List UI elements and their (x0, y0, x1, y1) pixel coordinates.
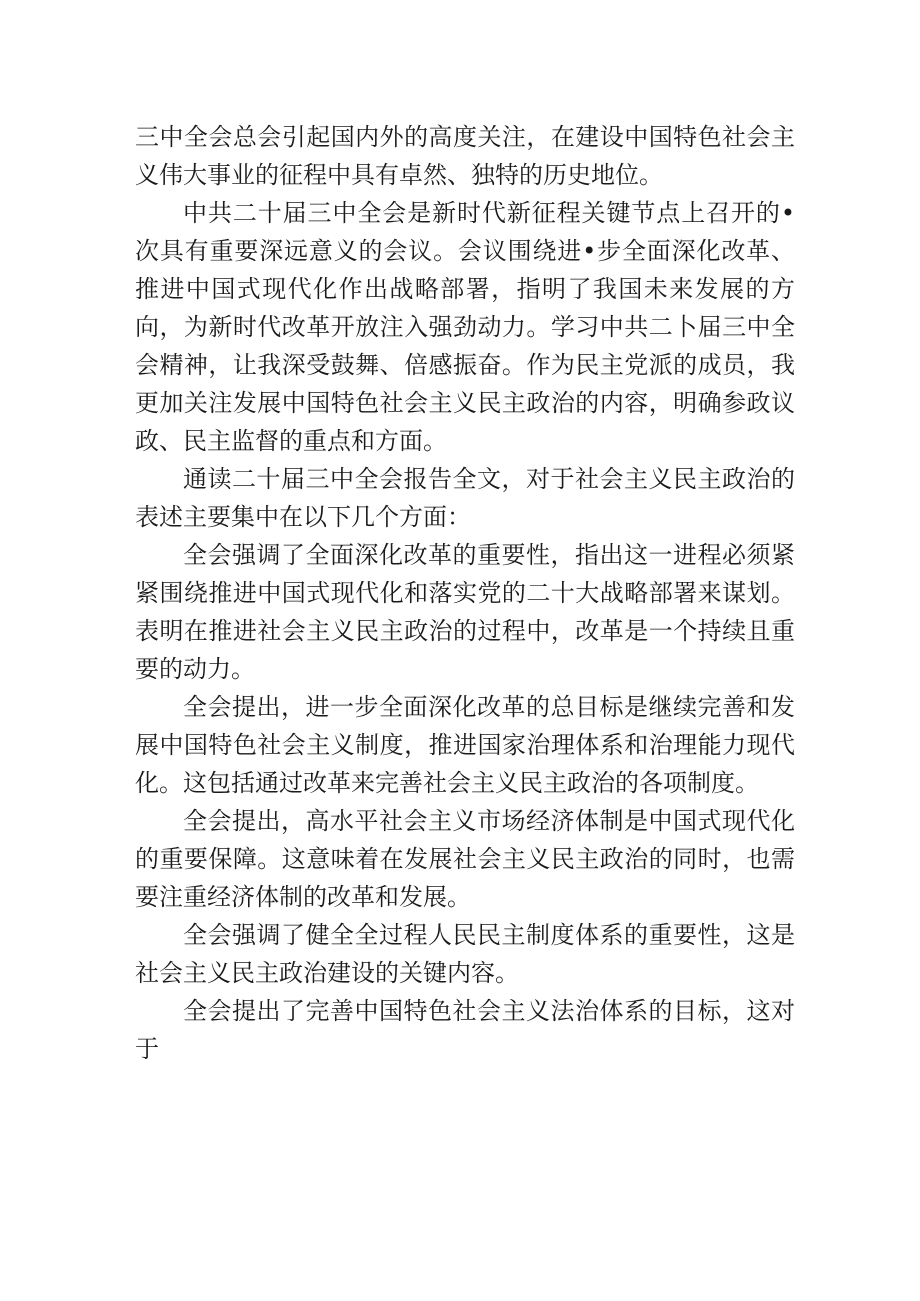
paragraph-5: 全会提出，进一步全面深化改革的总目标是继续完善和发展中国特色社会主义制度，推进国家治理体系和治理能力现代化。这包括通过改革来完善社会主义民主政治的各项制度。 (135, 693, 795, 797)
paragraph-6: 全会提出，高水平社会主义市场经济体制是中国式现代化的重要保障。这意味着在发展社会主义民主政治的同时，也需要注重经济体制的改革和发展。 (135, 807, 795, 911)
paragraph-3: 通读二十届三中全会报告全文，对于社会主义民主政治的表述主要集中在以下几个方面： (135, 465, 795, 531)
paragraph-8: 全会提出了完善中国特色社会主义法治体系的目标，这对于 (135, 997, 795, 1063)
paragraph-2: 中共二十届三中全会是新时代新征程关键节点上召开的•次具有重要深远意义的会议。会议围绕进•步全面深化改革、推进中国式现代化作出战略部署，指明了我国未来发展的方向，为新时代改革开放注入强劲动力。学习中共二卜届三中全会精神，让我深受鼓舞、倍感振奋。作为民主党派的成员，我更加关注发展中国特色社会主义民主政治的内容，明确参政议政、民主监督的重点和方面。 (135, 199, 795, 455)
paragraph-7: 全会强调了健全全过程人民民主制度体系的重要性，这是社会主义民主政治建设的关键内容。 (135, 921, 795, 987)
document-body (135, 118, 795, 1068)
paragraph-4: 全会强调了全面深化改革的重要性，指出这一进程必须紧紧围绕推进中国式现代化和落实党的二十大战略部署来谋划。表明在推进社会主义民主政治的过程中，改革是一个持续且重要的动力。 (135, 541, 795, 683)
paragraph-1: 三中全会总会引起国内外的高度关注，在建设中国特色社会主义伟大事业的征程中具有卓然、独特的历史地位。 (135, 123, 795, 189)
